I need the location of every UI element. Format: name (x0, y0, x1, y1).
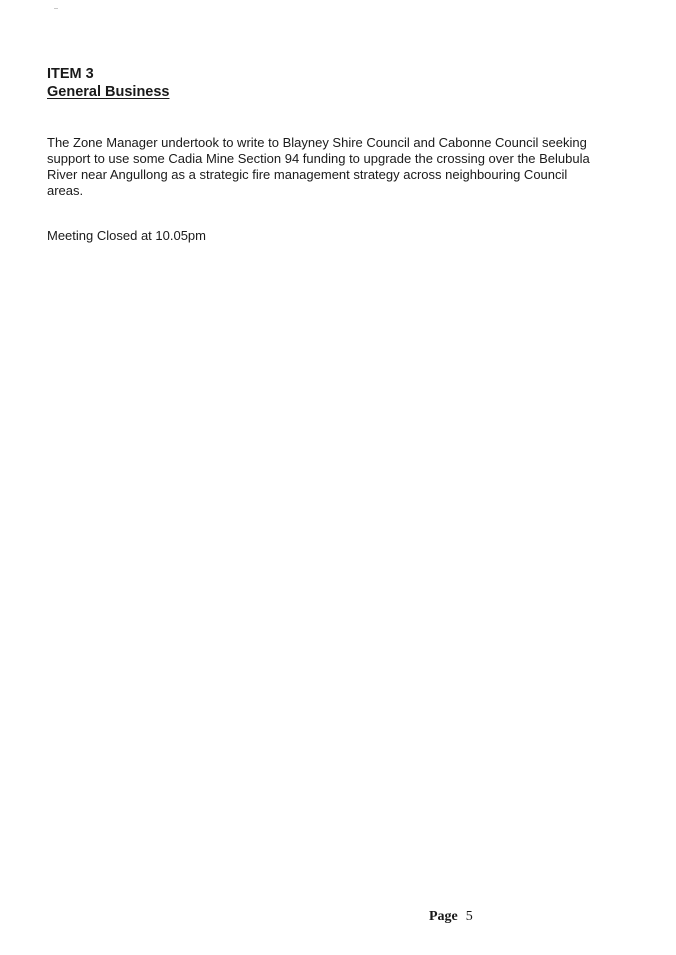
item-number-heading: ITEM 3 (47, 66, 94, 82)
paragraph-line: River near Angullong as a strategic fire management strategy across neighbouring Council (47, 167, 568, 182)
scan-speck (54, 8, 58, 9)
page-label: Page (429, 909, 458, 924)
general-business-paragraph (47, 135, 637, 199)
meeting-closed-text: Meeting Closed at 10.05pm (47, 228, 206, 243)
paragraph-line: areas. (47, 183, 84, 198)
paragraph-line: The Zone Manager undertook to write to Blayney Shire Council and Cabonne Council seeking (47, 135, 587, 150)
page-number: 5 (465, 909, 473, 924)
paragraph-line: support to use some Cadia Mine Section 94 funding to upgrade the crossing over the Belubula (47, 151, 590, 166)
item-title-heading: General Business (47, 84, 170, 100)
page-footer (429, 908, 473, 925)
